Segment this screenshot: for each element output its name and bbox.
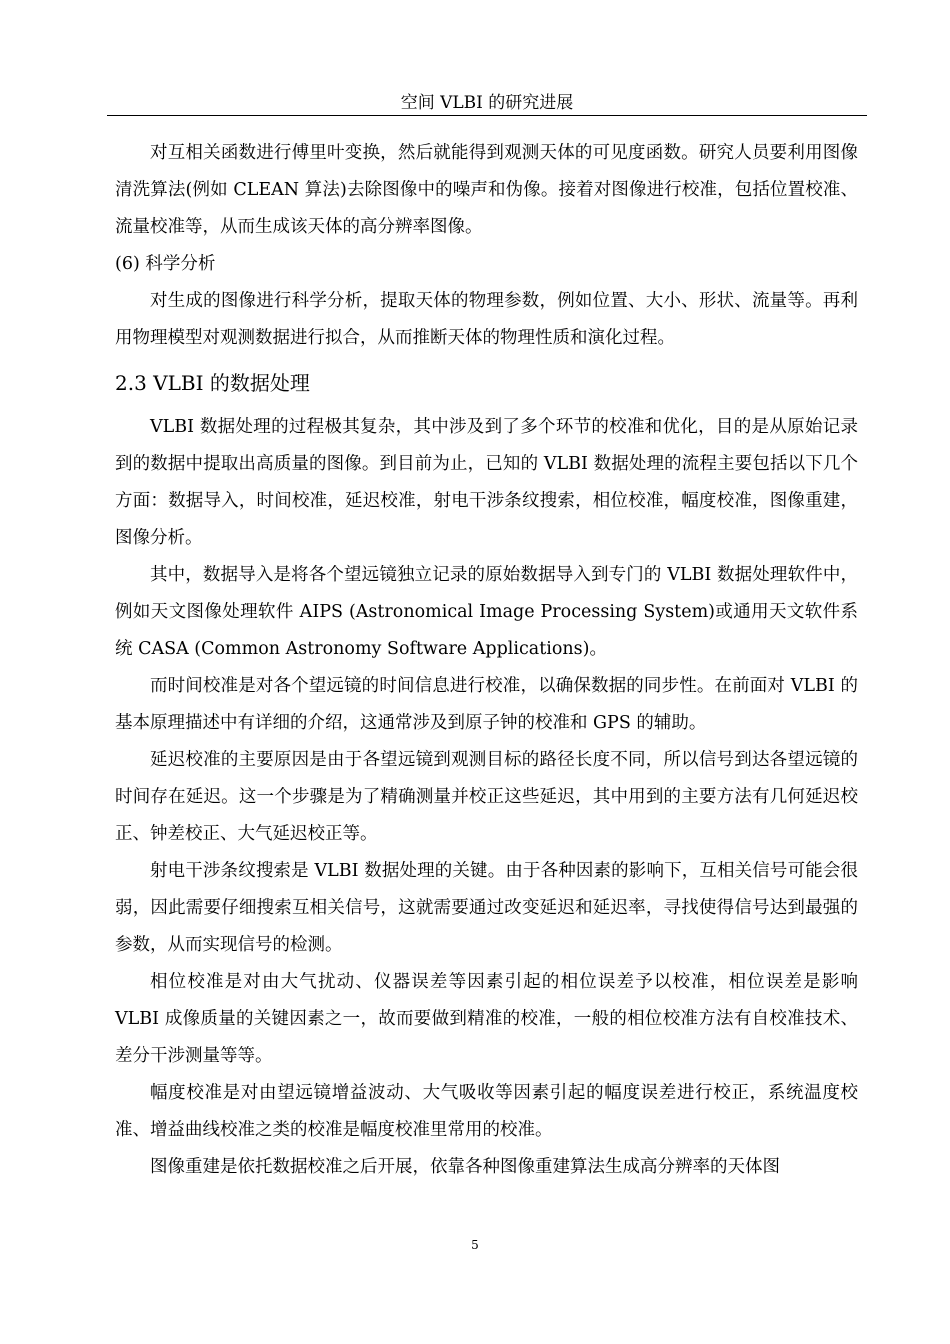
page-number: 5 bbox=[471, 1238, 479, 1252]
paragraph-fourier: 对互相关函数进行傅里叶变换，然后就能得到观测天体的可见度函数。研究人员要利用图像清洗算法(例如 CLEAN 算法)去除图像中的噪声和伪像。接着对图像进行校准，包括位置校准、流量校准等，从而生成该天体的高分辨率图像。 bbox=[115, 143, 858, 237]
paragraph-overview: VLBI 数据处理的过程极其复杂，其中涉及到了多个环节的校准和优化，目的是从原始记录到的数据中提取出高质量的图像。到目前为止，已知的 VLBI 数据处理的流程主要包括以下几个方面：数据导入，时间校准，延迟校准，射电干涉条纹搜索，相位校准，幅度校准，图像重建，图像分析。 bbox=[115, 417, 858, 548]
section-title: 2.3 VLBI 的数据处理 bbox=[115, 371, 310, 395]
paragraph-fringe-search: 射电干涉条纹搜索是 VLBI 数据处理的关键。由于各种因素的影响下，互相关信号可能会很弱，因此需要仔细搜索互相关信号，这就需要通过改变延迟和延迟率，寻找使得信号达到最强的参数，从而实现信号的检测。 bbox=[115, 861, 858, 955]
header-rule bbox=[107, 115, 867, 116]
paragraph-image-reconstruction: 图像重建是依托数据校准之后开展，依靠各种图像重建算法生成高分辨率的天体图 bbox=[150, 1157, 780, 1177]
body-text bbox=[115, 135, 858, 1186]
subheading-science-analysis: (6) 科学分析 bbox=[115, 254, 216, 274]
paragraph-phase-calibration: 相位校准是对由大气扰动、仪器误差等因素引起的相位误差予以校准，相位误差是影响 VLBI 成像质量的关键因素之一，故而要做到精准的校准，一般的相位校准方法有自校准技术、差分干涉测量等等。 bbox=[115, 972, 858, 1066]
running-header: 空间 VLBI 的研究进展 bbox=[400, 93, 574, 113]
paragraph-amplitude-calibration: 幅度校准是对由望远镜增益波动、大气吸收等因素引起的幅度误差进行校正，系统温度校准、增益曲线校准之类的校准是幅度校准里常用的校准。 bbox=[115, 1083, 858, 1140]
paragraph-science-analysis: 对生成的图像进行科学分析，提取天体的物理参数，例如位置、大小、形状、流量等。再利用物理模型对观测数据进行拟合，从而推断天体的物理性质和演化过程。 bbox=[115, 291, 858, 348]
paragraph-data-import: 其中，数据导入是将各个望远镜独立记录的原始数据导入到专门的 VLBI 数据处理软件中，例如天文图像处理软件 AIPS (Astronomical Image Processing System)或通用天文软件系统 CASA (Common Astronomy Software Applications)。 bbox=[115, 565, 858, 659]
paragraph-time-calibration: 而时间校准是对各个望远镜的时间信息进行校准，以确保数据的同步性。在前面对 VLBI 的基本原理描述中有详细的介绍，这通常涉及到原子钟的校准和 GPS 的辅助。 bbox=[115, 676, 858, 733]
paragraph-delay-calibration: 延迟校准的主要原因是由于各望远镜到观测目标的路径长度不同，所以信号到达各望远镜的时间存在延迟。这一个步骤是为了精确测量并校正这些延迟，其中用到的主要方法有几何延迟校正、钟差校正、大气延迟校正等。 bbox=[115, 750, 858, 844]
